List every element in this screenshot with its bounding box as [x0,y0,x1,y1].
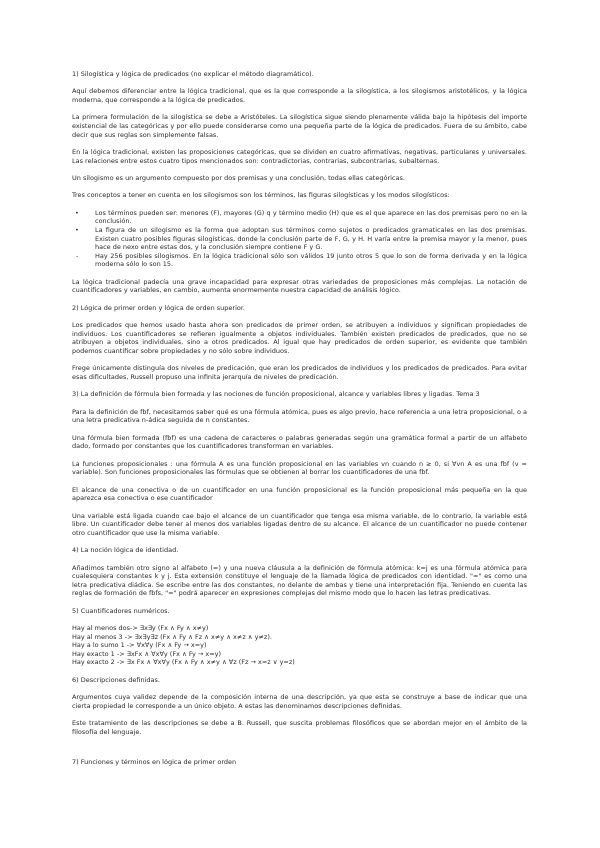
paragraph: Frege únicamente distinguía dos niveles de predicación, que eran los predicados de individuos y los predicados de predicados. Para evitar esas dificultades, Russell propuso una infinita jerarquía de niveles de predicación. [72,364,527,381]
section-7-heading: 7) Funciones y términos en lógica de primer orden [72,758,237,767]
paragraph: La funciones proposicionales : una fórmula A es una función proposicional en las variables vn cuando n ≥ 0, si ∀vn A es una fbf (v = variable). Son funciones proposicionales las fórmulas que se obtienen al borrar los cuantificadores de una fbf. [72,459,527,477]
section-4-heading: 4) La noción lógica de identidad. [72,546,179,555]
formula-line: Hay exacto 1 -> ∃xFx ∧ ∀x∀y (Fx ∧ Fy → x=y) [72,649,222,658]
paragraph: Una variable está ligada cuando cae bajo el alcance de un cuantificador que tenga esa misma variable, de lo contrario, la variable está libre. Un cuantificador debe tener al menos dos variables ligadas dentro de su alcance. El alcance de un cuantificador no puede contener otro cuantificador que use la misma variable. [72,511,527,537]
section-3-heading: 3) La definición de fórmula bien formada y las nociones de función proposicional, alcance y variables libres y ligadas. Tema 3 [72,390,480,399]
list-item: • La figura de un silogismo es la forma que adoptan sus términos como sujetos o predicados gramaticales en las dos premisas. Existen cuatro posibles figuras silogísticas, donde la conclusión parte de F, G, y H. H varía entre la premisa mayor y la menor, pues hace de nexo entre estas dos, y la conclusión siempre contiene F y G. [72,226,527,252]
paragraph: Aquí debemos diferenciar entre la lógica tradicional, que es la que corresponde a la silogística, a los silogismos aristotélicos, y la lógica moderna, que corresponde a la lógica de predicados. [72,87,527,104]
paragraph: Los predicados que hemos usado hasta ahora son predicados de primer orden, se atribuyen a individuos y significan propiedades de individuos. Los cuantificadores se refieren igualmente a objetos individuales. También existen predicados de predicados, que no se atribuyen a objetos individuales, sino a otros predicados. Al igual que hay predicados de orden superior, es evidente que también podemos cuantificar sobre propiedades y no sólo sobre individuos. [72,321,527,355]
paragraph: La lógica tradicional padecía una grave incapacidad para expresar otras variedades de proposiciones más complejas. La notación de cuantificadores y variables, en cambio, aumenta enormemente nuestra capacidad de análisis lógico. [72,277,527,295]
list-item: • Los términos pueden ser: menores (F), mayores (G) q y término medio (H) que es el que aparece en las dos premisas pero no en la conclusión. [72,209,527,226]
paragraph: El alcance de una conectiva o de un cuantificador en una función proposicional es la función proposicional más pequeña en la que aparezca esa conectiva o ese cuantificador [72,485,527,503]
section-2-heading: 2) Lógica de primer orden y lógica de orden superior. [72,303,246,312]
paragraph: Este tratamiento de las descripciones se debe a B. Russell, que suscita problemas filosóficos que se abordan mejor en el ámbito de la filosofía del lenguaje. [72,719,527,736]
formula-line: Hay al menos 3 -> ∃x∃y∃z (Fx ∧ Fy ∧ Fz ∧ x≠y ∧ x≠z ∧ y≠z). [72,632,272,641]
paragraph: Un silogismo es un argumento compuesto por dos premisas y una conclusión, todas ellas categóricas. [72,173,405,182]
paragraph: Para la definición de fbf, necesitamos saber qué es una fórmula atómica, pues es algo previo, hace referencia a una letra proposicional, o a una letra predicativa n-ádica seguida de n constantes. [72,407,527,425]
paragraph: Añadimos también otro signo al alfabeto (=) y una nueva cláusula a la definición de fórmula atómica: k=j es una fórmula atómica para cualesquiera constantes k y j. Esta extensión constituye el lenguaje de la llamada lógica de predicados con identidad. "=" es como una letra predicativa diádica. Se escribe entre las dos constantes, no delante de ambas y tiene una interpretación fija. Teniendo en cuenta las reglas de formación de fbfs, "=" podrá aparecer en expresiones complejas del mismo modo que lo hacen las letras predicativas. [72,563,527,598]
paragraph: Una fórmula bien formada (fbf) es una cadena de caracteres o palabras generadas según una gramática formal a partir de un alfabeto dado, formado por constantes que los cuantificadores transforman en variables. [72,433,527,451]
section-1-heading: 1) Silogística y lógica de predicados (no explicar el método diagramático). [72,70,314,78]
concepts-list [72,209,527,269]
formula-line: Hay a lo sumo 1 -> ∀x∀y (Fx ∧ Fy → x=y) [72,641,207,650]
paragraph: La primera formulación de la silogística se debe a Aristóteles. La silogística sigue siendo plenamente válida bajo la hipótesis del importe existencial de las categóricas y por ello puede considerarse como una pequeña parte de la lógica de predicados. Fuera de su ámbito, cabe decir que sus reglas son simplemente falsas. [72,113,527,139]
paragraph: Tres conceptos a tener en cuenta en los silogismos son los términos, las figuras silogísticas y los modos silogísticos: [72,191,450,200]
paragraph: Argumentos cuya validez depende de la composición interna de una descripción, ya que esta se construye a base de indicar que una cierta propiedad le corresponde a un único objeto. A estas las denominamos descripciones definidas. [72,693,527,710]
paragraph: En la lógica tradicional, existen las proposiciones categóricas, que se dividen en cuatro afirmativas, negativas, particulares y universales. Las relaciones entre estos cuatro tipos mencionados son: contradictorias, contrarias, subcontrarias, subalternas. [72,147,527,165]
numeric-quantifiers-list [72,624,527,667]
formula-line: Hay exacto 2 -> ∃x Fx ∧ ∀x∀y (Fx ∧ Fy ∧ x≠y ∧ ∀z (Fz → x=z ∨ y=z) [72,658,295,667]
section-5-heading: 5) Cuantificadores numéricos. [72,606,170,615]
list-item: - Hay 256 posibles silogismos. En la lógica tradicional sólo son válidos 19 junto otros 5 que lo son de forma derivada y en la lógica moderna sólo lo son 15. [72,252,527,269]
document-page [72,70,527,776]
formula-line: Hay al menos dos-> ∃x∃y (Fx ∧ Fy ∧ x≠y) [72,624,209,633]
section-6-heading: 6) Descripciones definidas. [72,675,160,684]
